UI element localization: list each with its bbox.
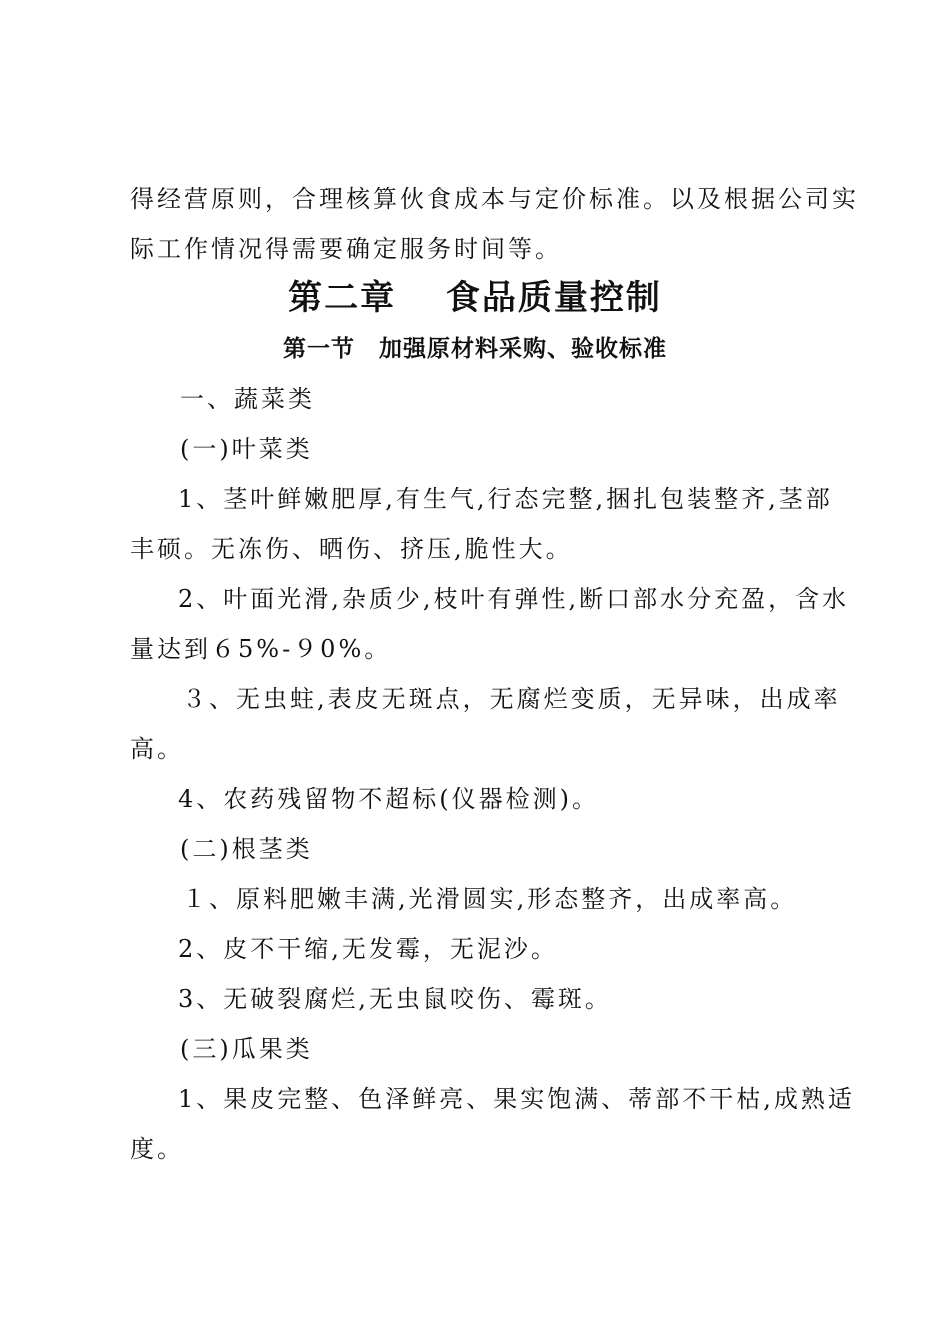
paragraph-line: 1、茎叶鲜嫩肥厚,有生气,行态完整,捆扎包装整齐,茎部 xyxy=(178,485,833,513)
paragraph-line: 高。 xyxy=(130,735,184,763)
paragraph-line: 1、果皮完整、色泽鲜亮、果实饱满、蒂部不干枯,成熟适 xyxy=(178,1085,855,1113)
section-title: 第一节 加强原材料采购、验收标准 xyxy=(283,336,667,362)
paragraph-line: 2、叶面光滑,杂质少,枝叶有弹性,断口部水分充盈，含水 xyxy=(178,585,850,613)
paragraph-line: １、原料肥嫩丰满,光滑圆实,形态整齐，出成率高。 xyxy=(182,885,798,913)
paragraph-line: 3、无破裂腐烂,无虫鼠咬伤、霉斑。 xyxy=(178,985,612,1013)
intro-line-1: 得经营原则，合理核算伙食成本与定价标准。以及根据公司实 xyxy=(130,185,859,213)
paragraph-line: ３、无虫蛀,表皮无斑点，无腐烂变质，无异味，出成率 xyxy=(182,685,841,713)
intro-line-2: 际工作情况得需要确定服务时间等。 xyxy=(130,235,562,263)
paragraph-line: 度。 xyxy=(130,1135,184,1163)
heading-melon-fruit: (三)瓜果类 xyxy=(180,1035,313,1063)
heading-vegetables: 一、蔬菜类 xyxy=(180,385,315,413)
chapter-title: 第二章 食品质量控制 xyxy=(288,278,662,318)
heading-leafy: (一)叶菜类 xyxy=(180,435,313,463)
paragraph-line: 2、皮不干缩,无发霉，无泥沙。 xyxy=(178,935,558,963)
paragraph-line: 4、农药残留物不超标(仪器检测)。 xyxy=(178,785,599,813)
heading-root: (二)根茎类 xyxy=(180,835,313,863)
paragraph-line: 量达到６5%-９0%。 xyxy=(130,635,392,663)
paragraph-line: 丰硕。无冻伤、晒伤、挤压,脆性大。 xyxy=(130,535,573,563)
